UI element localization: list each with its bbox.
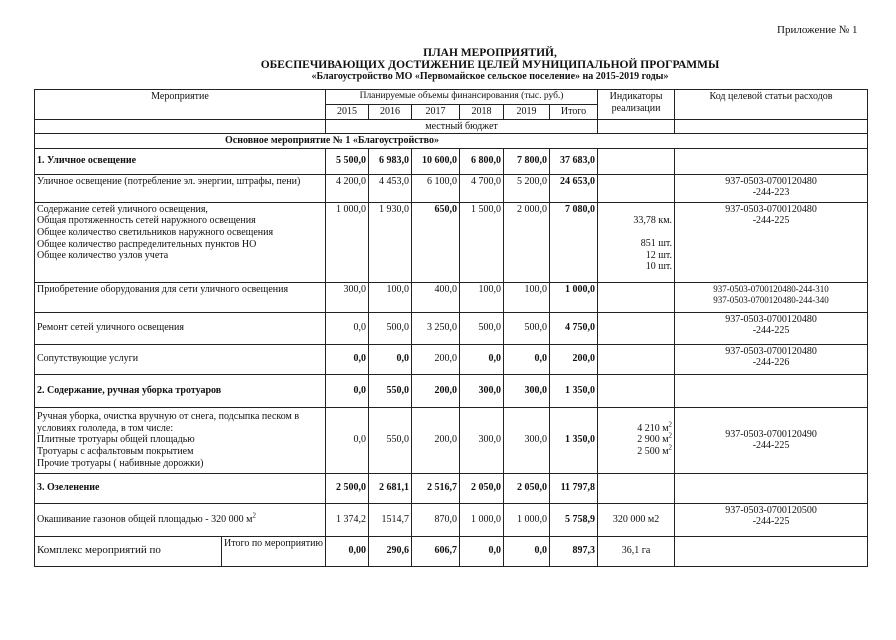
row-value: 500,0 (504, 312, 550, 344)
row-code (675, 473, 868, 503)
row-name: Сопутствующие услуги (35, 344, 326, 374)
row-total: 11 797,8 (550, 473, 598, 503)
table-row (35, 148, 868, 174)
row-indicator (598, 148, 675, 174)
row-value: 0,0 (504, 344, 550, 374)
row-indicator (598, 374, 675, 407)
row-total: 897,3 (550, 536, 598, 566)
row-value: 1 000,0 (460, 503, 504, 536)
row-code: 937-0503-0700120480 -244-225 (675, 312, 868, 344)
header-year: 2018 (460, 104, 504, 119)
row-value: 200,0 (412, 344, 460, 374)
header-code: Код целевой статьи расходов (675, 90, 868, 120)
row-indicator (598, 174, 675, 202)
header-year: 2015 (326, 104, 369, 119)
row-value: 200,0 (412, 407, 460, 473)
header-indicators: Индикаторы реализации (598, 90, 675, 120)
header-total: Итого (550, 104, 598, 119)
row-code: 937-0503-0700120480-244-310 937-0503-0700120480-244-340 (675, 282, 868, 312)
row-name: 1. Уличное освещение (35, 148, 326, 174)
row-indicator (598, 282, 675, 312)
row-value: 100,0 (369, 282, 412, 312)
row-value: 2 050,0 (460, 473, 504, 503)
table-row (35, 536, 868, 566)
row-code: 937-0503-0700120480 -244-226 (675, 344, 868, 374)
row-indicator: 320 000 м2 (598, 503, 675, 536)
row-total: 1 350,0 (550, 374, 598, 407)
row-indicator (598, 344, 675, 374)
header-budget: местный бюджет (326, 119, 598, 134)
header-planned: Планируемые объемы финансирования (тыс. руб.) (326, 90, 598, 105)
row-value: 290,6 (369, 536, 412, 566)
row-code (675, 374, 868, 407)
row-indicator: 36,1 га (598, 536, 675, 566)
row-value: 500,0 (369, 312, 412, 344)
row-total: 7 080,0 (550, 202, 598, 282)
row-value: 6 100,0 (412, 174, 460, 202)
row-total: 5 758,9 (550, 503, 598, 536)
appendix-label: Приложение № 1 (777, 24, 858, 36)
row-value: 5 500,0 (326, 148, 369, 174)
row-subtotal-label: Итого по мероприятию (222, 536, 326, 566)
table-row (35, 407, 868, 473)
row-value: 870,0 (412, 503, 460, 536)
row-value: 0,0 (369, 344, 412, 374)
row-value: 1 500,0 (460, 202, 504, 282)
row-value: 200,0 (412, 374, 460, 407)
table-row (35, 174, 868, 202)
table-row (35, 473, 868, 503)
row-value: 300,0 (504, 374, 550, 407)
row-value: 400,0 (412, 282, 460, 312)
row-value: 300,0 (460, 374, 504, 407)
table-row (35, 202, 868, 282)
row-code: 937-0503-0700120480 -244-223 (675, 174, 868, 202)
plan-table (34, 89, 868, 567)
row-value: 0,0 (460, 536, 504, 566)
row-value: 4 200,0 (326, 174, 369, 202)
row-code: 937-0503-0700120480 -244-225 (675, 202, 868, 282)
row-value: 650,0 (412, 202, 460, 282)
row-value: 2 050,0 (504, 473, 550, 503)
row-name: Комплекс мероприятий по (35, 536, 222, 566)
row-value: 100,0 (460, 282, 504, 312)
row-value: 2 000,0 (504, 202, 550, 282)
title-line-2: ОБЕСПЕЧИВАЮЩИХ ДОСТИЖЕНИЕ ЦЕЛЕЙ МУНИЦИПАЛЬНОЙ ПРОГРАММЫ (260, 59, 720, 71)
table-row (35, 312, 868, 344)
row-code: 937-0503-0700120500 -244-225 (675, 503, 868, 536)
row-code (675, 536, 868, 566)
table-row (35, 374, 868, 407)
row-value: 0,0 (326, 374, 369, 407)
row-value: 300,0 (460, 407, 504, 473)
row-value: 500,0 (460, 312, 504, 344)
row-name: Окашивание газонов общей площадью - 320 000 $м^2$ (35, 503, 326, 536)
row-indicator (598, 312, 675, 344)
row-value: 100,0 (504, 282, 550, 312)
row-value: 4 700,0 (460, 174, 504, 202)
main-event-label: Основное мероприятие № 1 «Благоустройство» (35, 134, 868, 149)
row-value: 1514,7 (369, 503, 412, 536)
row-value: 5 200,0 (504, 174, 550, 202)
row-value: 1 374,2 (326, 503, 369, 536)
header-year: 2019 (504, 104, 550, 119)
row-name: Уличное освещение (потребление эл. энергии, штрафы, пени) (35, 174, 326, 202)
row-total: 24 653,0 (550, 174, 598, 202)
row-total: 1 000,0 (550, 282, 598, 312)
row-name: Приобретение оборудования для сети уличного освещения (35, 282, 326, 312)
row-value: 300,0 (504, 407, 550, 473)
row-name: Содержание сетей уличного освещения, Общая протяженность сетей наружного освещения Общее количество светильников наружного освещения Общее количество распределительных пунктов НО Общее количество узлов учета (35, 202, 326, 282)
row-value: 0,0 (460, 344, 504, 374)
row-value: 2 681,1 (369, 473, 412, 503)
row-name: Ручная уборка, очистка вручную от снега, подсыпка песком в условиях гололеда, в том числе: Плитные тротуары общей площадью Тротуары с асфальтовым покрытием Прочие тротуары ( набивные дорожки) (35, 407, 326, 473)
row-value: 4 453,0 (369, 174, 412, 202)
row-code (675, 148, 868, 174)
row-value: 550,0 (369, 374, 412, 407)
row-value: 7 800,0 (504, 148, 550, 174)
row-total: 1 350,0 (550, 407, 598, 473)
row-value: 0,0 (326, 312, 369, 344)
row-name: Ремонт сетей уличного освещения (35, 312, 326, 344)
row-value: 1 000,0 (326, 202, 369, 282)
row-value: 550,0 (369, 407, 412, 473)
row-code: 937-0503-0700120490 -244-225 (675, 407, 868, 473)
row-value: 606,7 (412, 536, 460, 566)
row-value: 1 930,0 (369, 202, 412, 282)
title-line-1: ПЛАН МЕРОПРИЯТИЙ, (423, 47, 557, 59)
row-value: 10 600,0 (412, 148, 460, 174)
row-name: 2. Содержание, ручная уборка тротуаров (35, 374, 326, 407)
row-indicator: 33,78 км. 851 шт. 12 шт. 10 шт. (598, 202, 675, 282)
title-line-3: «Благоустройство МО «Первомайское сельское поселение» на 2015-2019 годы» (311, 71, 669, 82)
row-value: 0,0 (326, 407, 369, 473)
row-total: 200,0 (550, 344, 598, 374)
document-title (230, 47, 750, 83)
row-value: 2 516,7 (412, 473, 460, 503)
row-value: 2 500,0 (326, 473, 369, 503)
row-value: 0,00 (326, 536, 369, 566)
row-name: 3. Озеленение (35, 473, 326, 503)
row-indicator: 4 210 $м^2$ 2 900 $м^2$ 2 500 $м^2$ (598, 407, 675, 473)
row-indicator (598, 473, 675, 503)
header-year: 2016 (369, 104, 412, 119)
header-event: Мероприятие (35, 90, 326, 120)
table-row (35, 344, 868, 374)
row-value: 0,0 (326, 344, 369, 374)
row-value: 3 250,0 (412, 312, 460, 344)
row-value: 0,0 (504, 536, 550, 566)
row-total: 37 683,0 (550, 148, 598, 174)
table-row (35, 282, 868, 312)
header-year: 2017 (412, 104, 460, 119)
row-value: 6 983,0 (369, 148, 412, 174)
table-row (35, 503, 868, 536)
row-value: 1 000,0 (504, 503, 550, 536)
row-total: 4 750,0 (550, 312, 598, 344)
row-value: 6 800,0 (460, 148, 504, 174)
row-value: 300,0 (326, 282, 369, 312)
